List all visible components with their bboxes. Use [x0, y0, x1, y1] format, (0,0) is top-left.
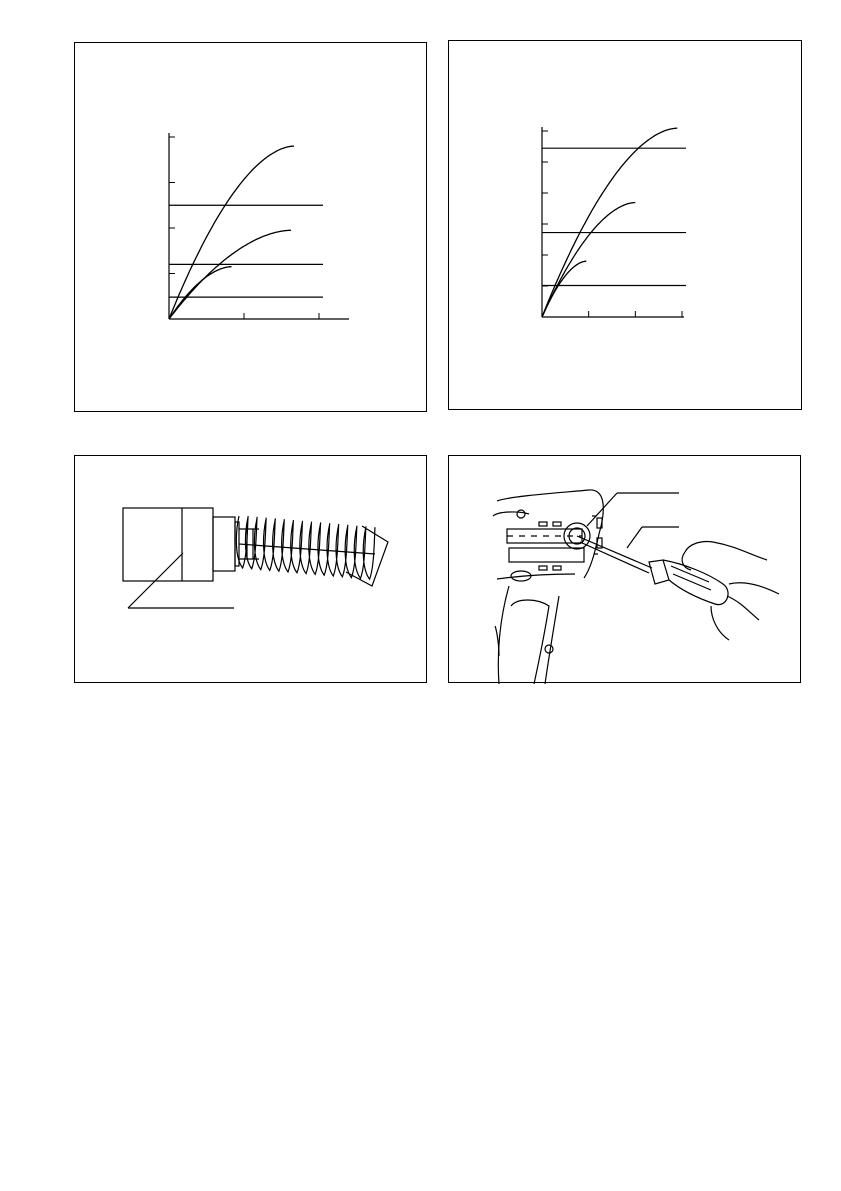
- figure-1-chart: [75, 43, 428, 413]
- figure-2-chart: [449, 41, 803, 411]
- data-curve: [542, 128, 677, 317]
- data-curve: [542, 203, 635, 318]
- hand-icon: [682, 541, 779, 640]
- tool-housing-icon: [493, 490, 603, 684]
- screwdriver-icon: [577, 536, 728, 605]
- brush-shunt: [213, 517, 235, 571]
- figure-1-panel: [74, 42, 427, 412]
- carbon-brush-icon: [123, 508, 388, 608]
- data-curve: [169, 267, 232, 319]
- carbon-brush-illustration: [75, 456, 428, 684]
- figure-4-panel: [448, 455, 801, 683]
- leader-lines: [587, 493, 679, 548]
- data-curve: [542, 261, 586, 317]
- figure-3-panel: [74, 455, 427, 683]
- data-curve: [169, 230, 291, 319]
- spring-coil: [236, 516, 375, 579]
- figure-2-panel: [448, 40, 802, 410]
- brush-cap: [346, 526, 388, 586]
- brush-cap-removal-illustration: [449, 456, 802, 684]
- brush-block: [123, 508, 213, 581]
